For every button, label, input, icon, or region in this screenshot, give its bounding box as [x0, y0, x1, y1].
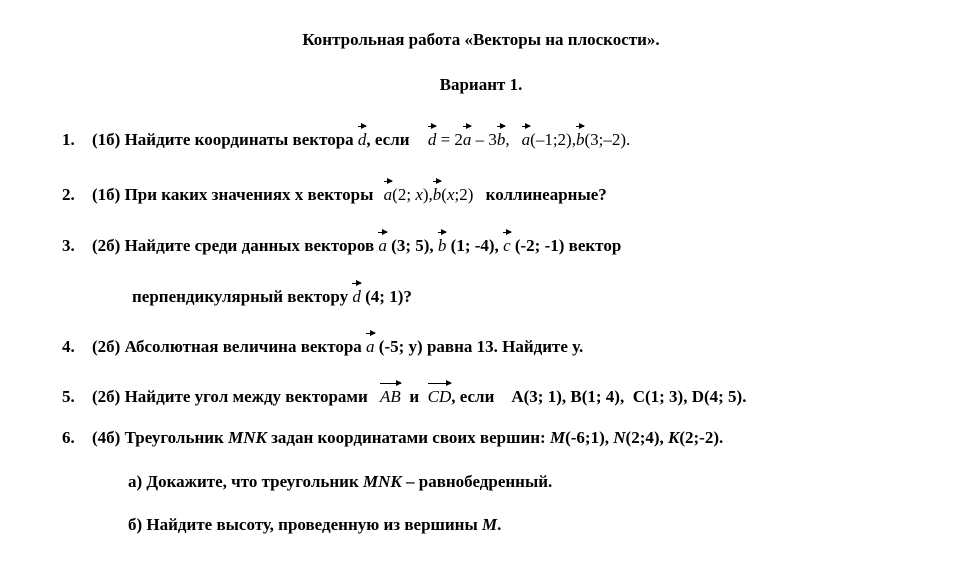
task-number: 2. [62, 185, 75, 204]
task-text: задан координатами своих вершин: [266, 428, 550, 447]
vector-a: a [522, 126, 531, 150]
coords-a: (3; 5), [386, 236, 438, 255]
task-4 [62, 333, 583, 357]
vector-b: b [433, 181, 442, 205]
task-number: 6. [62, 428, 75, 447]
task-text: (2б) Абсолютная величина вектора [92, 337, 367, 356]
formula [428, 130, 630, 149]
task-text: (2б) Найдите угол между векторами [92, 387, 373, 406]
task-number: 5. [62, 387, 75, 406]
task-3-line-2 [132, 283, 412, 307]
coords-text: ), [422, 185, 433, 204]
task-text: а) Докажите, что треугольник [128, 472, 363, 491]
task-text: – равнобедренный. [401, 472, 553, 491]
vector-cd: CD [428, 383, 452, 407]
coords-text: ( [441, 185, 447, 204]
coords-d: (4; 1)? [360, 287, 412, 306]
coords-text: (2; [392, 185, 416, 204]
coords-a: (–1;2), [530, 130, 576, 149]
task-text: (1б) При каких значениях х векторы [92, 185, 378, 204]
document-title: Контрольная работа «Векторы на плоскости». [302, 30, 660, 49]
vertex-m: M [549, 428, 566, 447]
vertex-k-coords: (2;-2). [679, 428, 724, 447]
task-text: . [497, 515, 502, 534]
vector-a: a [384, 181, 393, 205]
vector-b: b [497, 126, 506, 150]
vector-ab: AB [380, 383, 401, 407]
vertex-n-coords: (2;4), [625, 428, 669, 447]
vertex-m-coords: (-6;1), [565, 428, 614, 447]
coords-b: (3;–2). [584, 130, 631, 149]
triangle-name: MNK [228, 428, 267, 447]
vector-d: d [428, 126, 437, 150]
formula-equals: = 2 [440, 130, 463, 149]
task-text: (4б) Треугольник [92, 428, 229, 447]
task-text: б) Найдите высоту, проведенную из вершины [128, 515, 482, 534]
task-number: 3. [62, 236, 75, 255]
task-6-subtask-a [128, 472, 552, 492]
formula [384, 185, 474, 204]
variant-heading: Вариант 1. [439, 75, 523, 94]
task-6 [62, 428, 723, 448]
formula-comma: , [505, 130, 510, 149]
task-number: 4. [62, 337, 75, 356]
task-number: 1. [62, 130, 75, 149]
vertex-m: M [482, 515, 498, 534]
vector-a: a [463, 126, 472, 150]
vertex-k: K [668, 428, 680, 447]
task-text: перпендикулярный вектору [132, 287, 353, 306]
task-text: коллинеарные? [481, 185, 607, 204]
task-text: (1б) Найдите координаты вектора [92, 130, 358, 149]
task-text: , если A(3; 1), B(1; 4), C(1; 3), D(4; 5). [451, 387, 747, 406]
triangle-name: MNK [363, 472, 402, 491]
vector-c: c [503, 232, 511, 256]
task-5 [62, 383, 746, 407]
task-text: и [400, 387, 428, 406]
task-1 [62, 126, 630, 150]
vector-a: a [366, 333, 375, 357]
task-text: , если [366, 130, 414, 149]
vector-b: b [576, 126, 585, 150]
variable-x: x [446, 185, 455, 204]
vector-b: b [438, 232, 447, 256]
task-text: (-5; у) равна 13. Найдите у. [374, 337, 584, 356]
task-3 [62, 232, 621, 256]
coords-b: (1; -4), [446, 236, 504, 255]
task-6-subtask-b [128, 515, 501, 535]
vector-a: a [378, 232, 387, 256]
vector-d: d [352, 283, 361, 307]
vector-d: d [358, 126, 367, 150]
vertex-n: N [613, 428, 626, 447]
variable-x: x [415, 185, 423, 204]
task-text: (2б) Найдите среди данных векторов [92, 236, 379, 255]
task-2 [62, 181, 607, 205]
coords-c: (-2; -1) вектор [510, 236, 622, 255]
formula-minus: – 3 [471, 130, 497, 149]
coords-text: ;2) [454, 185, 474, 204]
